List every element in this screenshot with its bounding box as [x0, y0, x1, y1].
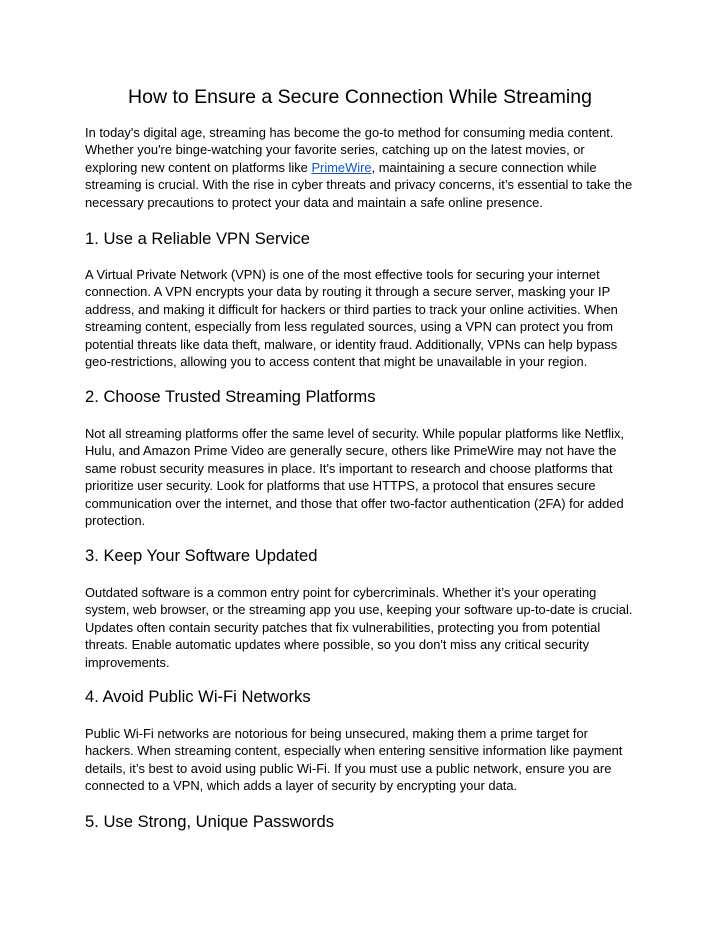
- paragraph-line: Public Wi-Fi networks are notorious for being unsecured, making them a prime target for: [85, 726, 588, 741]
- paragraph-line: Updates often contain security patches that fix vulnerabilities, protecting you from potential: [85, 619, 601, 635]
- paragraph-line: Whether you're binge-watching your favorite series, catching up on the latest movies, or: [85, 142, 585, 158]
- section-heading-vpn: 1. Use a Reliable VPN Service: [85, 229, 311, 248]
- paragraph-line: details, it’s best to avoid using public Wi-Fi. If you must use a public network, ensure you are: [85, 760, 612, 776]
- section-paragraph-vpn: [85, 266, 645, 370]
- paragraph-line: protection.: [85, 512, 146, 528]
- paragraph-line: prioritize user security. Look for platforms that use HTTPS, a protocol that ensures secure: [85, 478, 596, 494]
- section-paragraph-software: [85, 584, 645, 671]
- paragraph-line: potential threats like data theft, malware, or identity fraud. Additionally, VPNs can help bypass: [85, 336, 618, 352]
- paragraph-line: In today's digital age, streaming has become the go-to method for consuming media content.: [85, 125, 614, 140]
- paragraph-line: Hulu, and Amazon Prime Video are generally secure, others like PrimeWire may not have the: [85, 443, 617, 459]
- section-paragraph-platforms: [85, 425, 645, 529]
- intro-paragraph: [85, 124, 645, 211]
- paragraph-line: necessary precautions to protect your data and maintain a safe online presence.: [85, 194, 543, 210]
- paragraph-line: streaming content, especially from less regulated sources, using a VPN can protect you from: [85, 319, 614, 335]
- section-paragraph-wifi: [85, 725, 645, 795]
- paragraph-line: communication over the internet, and those that offer two-factor authentication (2FA) for added: [85, 495, 624, 511]
- section-heading-platforms: 2. Choose Trusted Streaming Platforms: [85, 387, 376, 406]
- paragraph-line: [85, 159, 645, 176]
- paragraph-line: geo-restrictions, allowing you to access content that might be unavailable in your region.: [85, 353, 588, 369]
- paragraph-text: exploring new content on platforms like: [85, 159, 312, 175]
- section-heading-passwords: 5. Use Strong, Unique Passwords: [85, 812, 335, 831]
- paragraph-line: hackers. When streaming content, especially when entering sensitive information like payment: [85, 743, 623, 759]
- primewire-link[interactable]: PrimeWire: [311, 159, 372, 175]
- page-title: How to Ensure a Secure Connection While Streaming: [128, 86, 592, 108]
- paragraph-text: , maintaining a secure connection while: [371, 159, 597, 175]
- paragraph-line: Not all streaming platforms offer the same level of security. While popular platforms like Netflix,: [85, 426, 624, 441]
- paragraph-line: streaming is crucial. With the rise in cyber threats and privacy concerns, it’s essential to take the: [85, 177, 633, 193]
- paragraph-line: same robust security measures in place. It's important to research and choose platforms that: [85, 460, 613, 476]
- paragraph-line: improvements.: [85, 654, 170, 670]
- paragraph-line: system, web browser, or the streaming app you use, keeping your software up-to-date is crucial.: [85, 602, 633, 618]
- paragraph-line: connected to a VPN, which adds a layer of security by encrypting your data.: [85, 778, 518, 794]
- paragraph-line: Outdated software is a common entry point for cybercriminals. Whether it’s your operating: [85, 585, 597, 600]
- section-heading-wifi: 4. Avoid Public Wi-Fi Networks: [85, 687, 311, 706]
- paragraph-line: connection. A VPN encrypts your data by routing it through a secure server, masking your IP: [85, 284, 611, 300]
- paragraph-line: A Virtual Private Network (VPN) is one of the most effective tools for securing your internet: [85, 267, 600, 282]
- paragraph-line: address, and making it difficult for hackers or third parties to track your online activities. When: [85, 301, 618, 317]
- section-heading-software: 3. Keep Your Software Updated: [85, 546, 318, 565]
- paragraph-line: threats. Enable automatic updates where possible, so you don't miss any critical security: [85, 637, 590, 653]
